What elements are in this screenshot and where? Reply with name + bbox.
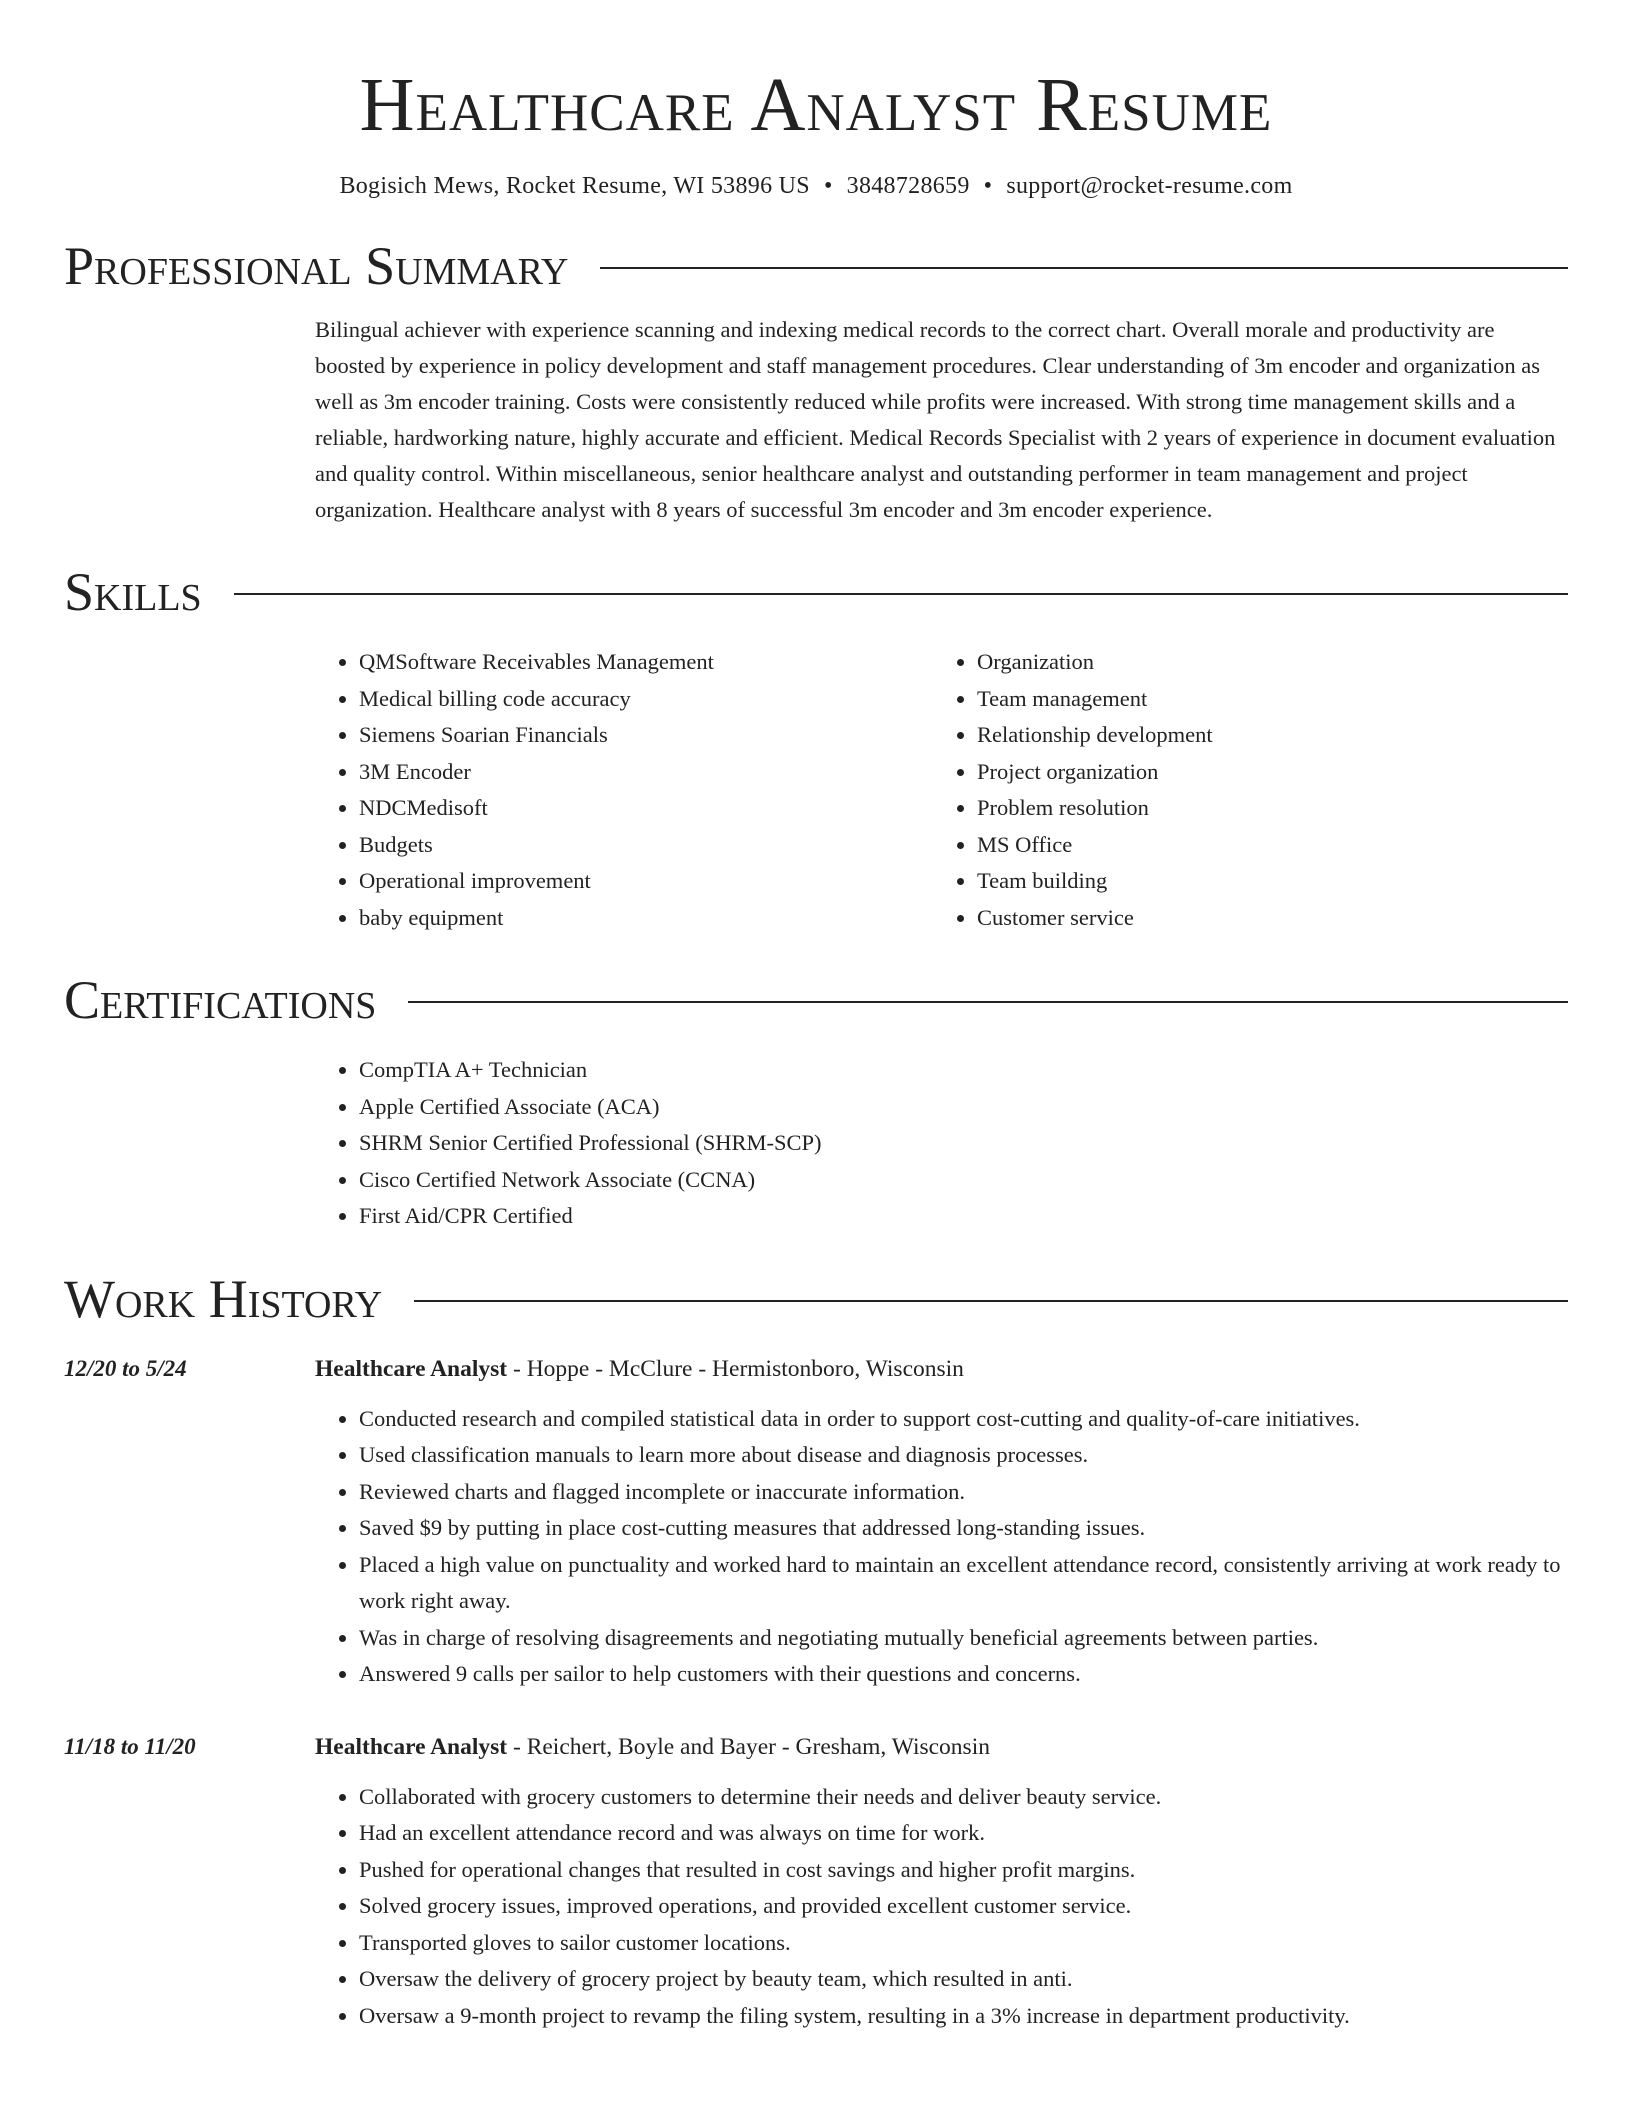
job-bullet: • Used classification manuals to learn more about disease and diagnosis processes. (359, 1437, 1568, 1474)
skill-item: • Operational improvement (359, 863, 933, 900)
skill-item: • baby equipment (359, 900, 933, 937)
contact-address: Bogisich Mews, Rocket Resume, WI 53896 US (339, 173, 810, 199)
certification-item: • Cisco Certified Network Associate (CCNA) (359, 1162, 1568, 1199)
resume-title: Healthcare Analyst Resume (359, 63, 1273, 147)
section-divider (234, 593, 1568, 595)
certifications-section (315, 1052, 1568, 1235)
skill-item: • Customer service (977, 900, 1551, 937)
job-bullet: • Reviewed charts and flagged incomplete or inaccurate information. (359, 1474, 1568, 1511)
job-details (315, 1729, 1568, 2035)
work-heading: Work History (64, 1268, 383, 1329)
job-dates: 12/20 to 5/24 (64, 1355, 187, 1381)
skill-item: • 3M Encoder (359, 754, 933, 791)
job-bullet: • Was in charge of resolving disagreements and negotiating mutually beneficial agreements between parties. (359, 1620, 1568, 1657)
certification-item: • First Aid/CPR Certified (359, 1198, 1568, 1235)
contact-phone: 3848728659 (846, 173, 970, 199)
certifications-section-header (64, 968, 1568, 1032)
job-bullets (315, 1779, 1568, 2035)
job-title: Healthcare Analyst (315, 1355, 508, 1382)
skill-item: • Budgets (359, 827, 933, 864)
resume-page (64, 0, 1568, 2034)
contact-separator: • (823, 173, 833, 199)
skill-item: • Siemens Soarian Financials (359, 717, 933, 754)
certification-item: • SHRM Senior Certified Professional (SHRM-SCP) (359, 1125, 1568, 1162)
job-bullet: • Placed a high value on punctuality and worked hard to maintain an excellent attendance record, consistently arriving at work ready to work right away. (359, 1547, 1568, 1620)
skill-item: • QMSoftware Receivables Management (359, 644, 933, 681)
summary-heading: Professional Summary (64, 236, 569, 296)
job-bullet: • Oversaw the delivery of grocery project by beauty team, which resulted in anti. (359, 1961, 1568, 1998)
skill-item: • Project organization (977, 754, 1551, 791)
job-bullet: • Saved $9 by putting in place cost-cutting measures that addressed long-standing issues. (359, 1510, 1568, 1547)
skill-item: • Relationship development (977, 717, 1551, 754)
skill-item: • Problem resolution (977, 790, 1551, 827)
skill-item: • Organization (977, 644, 1551, 681)
certifications-heading: Certifications (64, 970, 377, 1030)
job-entry (64, 1351, 1568, 1693)
job-title: Healthcare Analyst (315, 1733, 508, 1760)
skill-item: • NDCMedisoft (359, 790, 933, 827)
section-divider (414, 1300, 1568, 1302)
job-bullet: • Pushed for operational changes that resulted in cost savings and higher profit margins. (359, 1852, 1568, 1889)
summary-text: Bilingual achiever with experience scanning and indexing medical records to the correct chart. Overall morale and productivity are boosted by experience in policy development and staff management procedures. Clear understanding of 3m encoder and organization as well as 3m encoder training. Costs were consistently reduced while profits were increased. With strong time management skills and a reliable, hardworking nature, highly accurate and efficient. Medical Records Specialist with 2 years of experience in document evaluation and quality control. Within miscellaneous, senior healthcare analyst and outstanding performer in team management and project organization. Healthcare analyst with 8 years of successful 3m encoder and 3m encoder experience. (315, 317, 1556, 522)
job-bullet: • Solved grocery issues, improved operations, and provided excellent customer service. (359, 1888, 1568, 1925)
skill-item: • Team building (977, 863, 1551, 900)
section-divider (600, 267, 1568, 269)
job-title-line (315, 1351, 1568, 1387)
skill-item: • Team management (977, 681, 1551, 718)
certification-item: • CompTIA A+ Technician (359, 1052, 1568, 1089)
job-title-line (315, 1729, 1568, 1765)
job-entry (64, 1729, 1568, 2035)
contact-email: support@rocket-resume.com (1006, 173, 1293, 199)
job-details (315, 1351, 1568, 1693)
summary-section-header (64, 234, 1568, 298)
job-bullet: • Transported gloves to sailor customer locations. (359, 1925, 1568, 1962)
job-bullet: • Answered 9 calls per sailor to help customers with their questions and concerns. (359, 1656, 1568, 1693)
job-bullet: • Collaborated with grocery customers to determine their needs and deliver beauty service. (359, 1779, 1568, 1816)
job-bullet: • Conducted research and compiled statistical data in order to support cost-cutting and quality-of-care initiatives. (359, 1401, 1568, 1438)
skills-section-header (64, 560, 1568, 624)
job-employer: - Reichert, Boyle and Bayer - Gresham, Wisconsin (507, 1733, 990, 1760)
skills-heading: Skills (64, 562, 202, 622)
job-employer: - Hoppe - McClure - Hermistonboro, Wisconsin (507, 1355, 964, 1382)
skill-item: • MS Office (977, 827, 1551, 864)
certifications-list (315, 1052, 1568, 1235)
work-section-header (64, 1267, 1568, 1331)
skills-list-left (315, 644, 933, 936)
certification-item: • Apple Certified Associate (ACA) (359, 1089, 1568, 1126)
summary-section (315, 312, 1568, 528)
job-bullet: • Oversaw a 9-month project to revamp the filing system, resulting in a 3% increase in department productivity. (359, 1998, 1568, 2035)
contact-separator: • (983, 173, 993, 199)
section-divider (408, 1001, 1568, 1003)
skills-list-right (933, 644, 1551, 936)
job-dates: 11/18 to 11/20 (64, 1733, 196, 1759)
contact-line (64, 170, 1568, 202)
skill-item: • Medical billing code accuracy (359, 681, 933, 718)
job-bullets (315, 1401, 1568, 1693)
skills-section (315, 644, 1568, 936)
job-bullet: • Had an excellent attendance record and was always on time for work. (359, 1815, 1568, 1852)
